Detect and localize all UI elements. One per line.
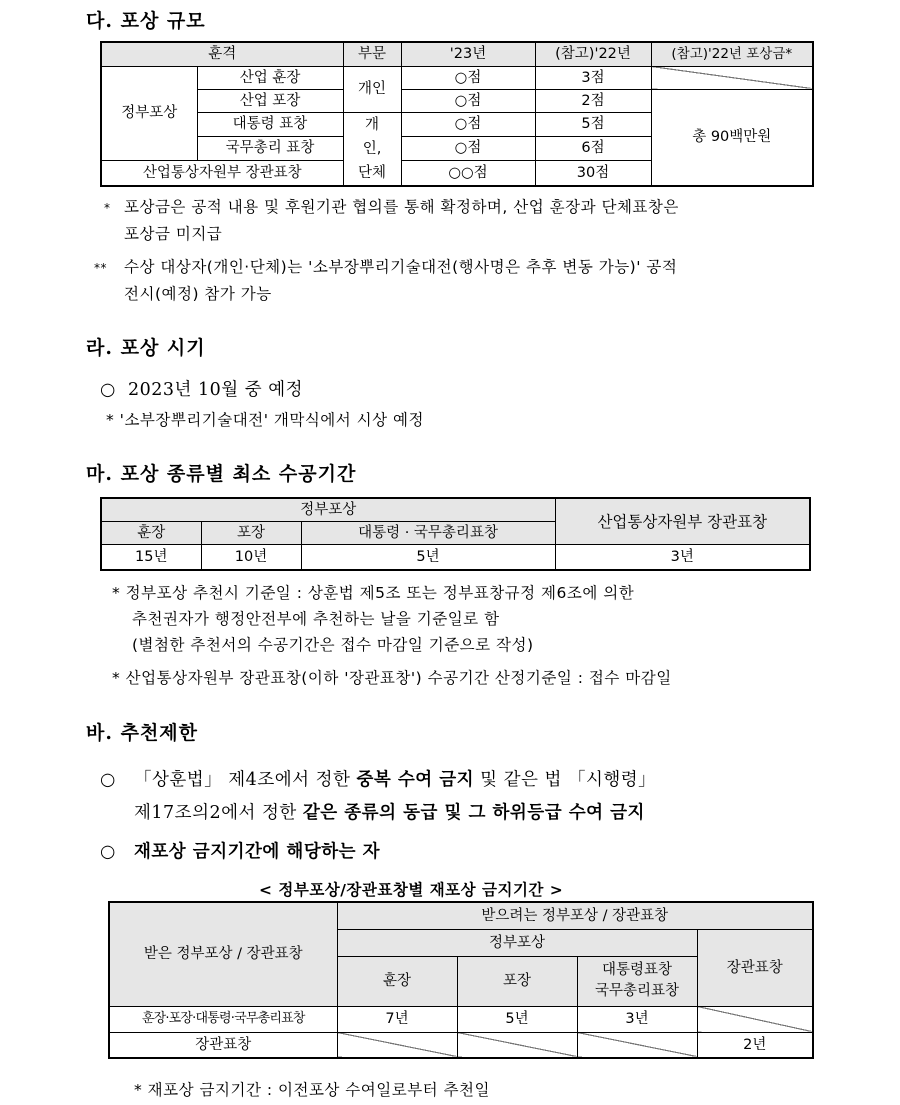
section-title-min-period: 마. 포상 종류별 최소 수공기간 [86, 463, 357, 485]
row-count23: ○점 [401, 66, 535, 89]
header-23: '23년 [401, 42, 535, 66]
reaward-note: * 재포상 금지기간 : 이전포상 수여일로부터 추천일 [134, 1081, 490, 1099]
note-gov-base-date: * 정부포상 추천시 기준일 : 상훈법 제5조 또는 정부표창규정 제6조에 의한 추천권자가 행정안전부에 추천하는 날을 기준일로 함 (별첨한 추천서의 수공기간은 접수 마감일 기준으로 작성) [112, 584, 635, 654]
reaward-table [108, 901, 814, 1059]
row-label-minister: 장관표창 [109, 1032, 337, 1058]
row-name: 국무총리 표창 [197, 136, 343, 160]
header-minister: 장관표창 [697, 929, 813, 1006]
minister-count23: ○○점 [401, 160, 535, 185]
row-count23: ○점 [401, 89, 535, 112]
header-22: (참고)'22년 [535, 42, 651, 66]
header-grade: 훈격 [101, 42, 343, 66]
row-label-gov: 훈장·포장·대통령·국무총리표창 [109, 1006, 337, 1032]
header-citation: 대통령표창 국무총리표창 [577, 956, 697, 1006]
reaward-value: 2년 [697, 1032, 813, 1058]
period-value: 5년 [301, 545, 555, 570]
header-medal: 훈장 [337, 956, 457, 1006]
header-gov: 정부포상 [337, 929, 697, 956]
row-name: 산업 포장 [197, 89, 343, 112]
reaward-table-caption: < 정부포상/장관표창별 재포상 금지기간 > [259, 881, 564, 899]
minister-row-name: 산업통상자원부 장관표창 [101, 160, 343, 185]
gov-header: 정부포상 [101, 498, 555, 522]
sub-header: 포장 [201, 522, 301, 545]
minister-header: 산업통상자원부 장관표창 [555, 498, 810, 545]
reaward-value: 3년 [577, 1006, 697, 1032]
row-count22: 6점 [535, 136, 651, 160]
part-personal: 개인 [343, 66, 401, 112]
row-name: 산업 훈장 [197, 66, 343, 89]
bullet-circle-icon: ○ [100, 380, 116, 400]
min-period-table [100, 497, 811, 571]
not-applicable-cell [577, 1032, 697, 1058]
restriction-item-reaward: ○ 재포상 금지기간에 해당하는 자 [100, 842, 381, 862]
section-title-timing: 라. 포상 시기 [86, 337, 206, 359]
header-part: 부문 [343, 42, 401, 66]
section-title-scale: 다. 포상 규모 [86, 10, 206, 32]
part-both: 개인, 단체 [343, 112, 401, 186]
gov-award-label: 정부포상 [101, 66, 197, 160]
timing-note: * '소부장뿌리기술대전' 개막식에서 시상 예정 [106, 411, 424, 429]
reaward-value: 7년 [337, 1006, 457, 1032]
note-prize: * 포상금은 공적 내용 및 후원기관 협의를 통해 확정하며, 산업 훈장과 단체표창은 포상금 미지급 [104, 194, 824, 247]
header-to-receive: 받으려는 정부포상 / 장관표창 [337, 902, 813, 929]
section-title-restriction: 바. 추천제한 [86, 722, 198, 744]
period-value: 3년 [555, 545, 810, 570]
sub-header: 대통령 · 국무총리표창 [301, 522, 555, 545]
bullet-circle-icon: ○ [100, 842, 116, 862]
award-scale-table [100, 41, 814, 187]
bullet-circle-icon: ○ [100, 770, 116, 790]
reaward-value: 5년 [457, 1006, 577, 1032]
row-count22: 5점 [535, 112, 651, 136]
not-applicable-cell [697, 1006, 813, 1032]
row-count23: ○점 [401, 136, 535, 160]
header-badge: 포장 [457, 956, 577, 1006]
row-count22: 3점 [535, 66, 651, 89]
header-prize: (참고)'22년 포상금* [651, 42, 813, 66]
note-mark: ** [94, 261, 107, 275]
minister-count22: 30점 [535, 160, 651, 185]
sub-header: 훈장 [101, 522, 201, 545]
not-applicable-cell [457, 1032, 577, 1058]
not-applicable-cell [337, 1032, 457, 1058]
no-prize-cell [651, 66, 813, 89]
period-value: 15년 [101, 545, 201, 570]
row-name: 대통령 표창 [197, 112, 343, 136]
prize-total: 총 90백만원 [651, 89, 813, 186]
timing-item: ○ 2023년 10월 중 예정 [100, 380, 304, 400]
note-exhibition: ** 수상 대상자(개인·단체)는 '소부장뿌리기술대전(행사명은 추후 변동 가능)' 공적 전시(예정) 참가 가능 [94, 254, 824, 307]
note-minister-base-date: * 산업통상자원부 장관표창(이하 '장관표창') 수공기간 산정기준일 : 접수 마감일 [112, 669, 672, 687]
header-received: 받은 정부포상 / 장관표창 [109, 902, 337, 1006]
period-value: 10년 [201, 545, 301, 570]
row-count23: ○점 [401, 112, 535, 136]
note-mark: * [104, 201, 111, 215]
restriction-item-duplicate: ○ 「상훈법」 제4조에서 정한 중복 수여 금지 및 같은 법 「시행령」 제17조의2에서 정한 같은 종류의 동급 및 그 하위등급 수여 금지 [100, 764, 820, 830]
row-count22: 2점 [535, 89, 651, 112]
